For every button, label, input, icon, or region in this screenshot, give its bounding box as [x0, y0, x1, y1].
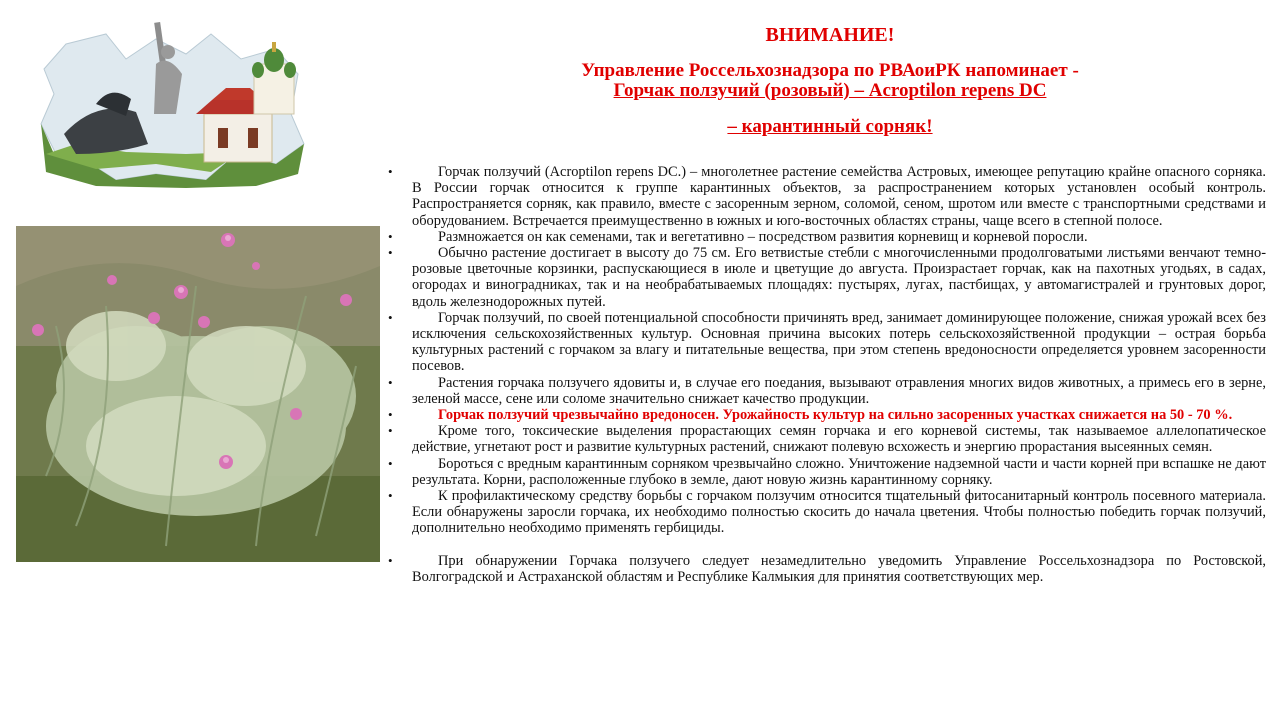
list-item-text: При обнаружении Горчака ползучего следует незамедлительно уведомить Управление Россельхознадзора по Ростовской, Волгоградской и Астраханской областям и Республике Калмыкия для принятия соответствующих мер.: [412, 552, 1266, 585]
list-item: [384, 229, 1266, 245]
list-item: [384, 423, 1266, 455]
list-item: [384, 310, 1266, 375]
quarantine-weed-line: – карантинный сорняк!: [727, 116, 933, 137]
list-item-text: Горчак ползучий чрезвычайно вредоносен. Урожайность культур на сильно засоренных участках снижается на 50 - 70 %.: [438, 407, 1233, 424]
list-item: [384, 553, 1266, 585]
list-item: [384, 245, 1266, 310]
species-name-line: Горчак ползучий (розовый) – Acroptilon repens DC: [613, 80, 1047, 101]
list-item: [384, 375, 1266, 407]
list-item-text: Размножается он как семенами, так и вегетативно – посредством развития корневищ и корневой поросли.: [438, 228, 1088, 245]
spacer: [384, 537, 1266, 553]
list-item-text: К профилактическому средству борьбы с горчаком ползучим относится тщательный фитосанитарный контроль посевного материала. Если обнаружены заросли горчака, их необходимо полностью скосить до начала цветения. Чтобы полностью победить горчак ползучий, дополнительно необходимо применять гербициды.: [412, 488, 1266, 537]
bullet-icon: •: [388, 407, 393, 423]
bullet-icon: •: [388, 309, 393, 325]
bullet-icon: •: [388, 228, 393, 244]
list-item-text: Обычно растение достигает в высоту до 75 см. Его ветвистые стебли с многочисленными продолговатыми листьями венчают темно-розовые цветочные корзинки, распускающиеся в июле и цветущие до августа. Произрастает горчак, как на пахотных угодьях, в садах, огородах и виноградниках, так и на необрабатываемых площадях: пустырях, лугах, пастбищах, у автомагистралей и грунтовых дорог, вдоль железнодорожных путей.: [412, 245, 1266, 310]
bullet-icon: •: [388, 488, 393, 504]
bullet-icon: •: [388, 552, 393, 568]
agency-reminder-line: Управление Россельхознадзора по РВАоиРК напоминает -: [581, 60, 1079, 81]
bullet-icon: •: [388, 164, 393, 179]
list-item-text: Бороться с вредным карантинным сорняком чрезвычайно сложно. Уничтожение надземной части и части корней при вспашке не дают результата. Корни, расположенные глубоко в земле, дают новую жизнь карантинному сорняку.: [412, 455, 1266, 488]
list-item: [384, 488, 1266, 537]
attention-title: ВНИМАНИЕ!: [765, 24, 895, 46]
list-item-text: Горчак ползучий (Acroptilon repens DC.) – многолетнее растение семейства Астровых, имеющее репутацию крайне опасного сорняка. В России горчак относится к группе карантинных объектов, за распространением которых установлен особый контроль. Распространяется сорняк, как правило, вместе с засоренным зерном, соломой, сеном, шротом или вместе с транспортными средствами и оборудованием. Встречается преимущественно в южных и юго-восточных областях страны, чаще всего в степной полосе.: [412, 164, 1266, 229]
bullet-icon: •: [388, 374, 393, 390]
regional-emblem-collage: [36, 4, 308, 188]
list-item-warning: [384, 407, 1266, 423]
bullet-icon: •: [388, 423, 393, 439]
bullet-icon: •: [388, 245, 393, 261]
info-list: [384, 164, 1266, 585]
list-item-text: Растения горчака ползучего ядовиты и, в случае его поедания, вызывают отравления многих видов животных, а примесь его в зерне, зеленой массе, сене или соломе значительно снижает качество продукции.: [412, 374, 1266, 407]
plant-photo: [16, 226, 380, 562]
list-item-text: Кроме того, токсические выделения прорастающих семян горчака и его корневой системы, так называемое аллелопатическое действие, угнетают рост и развитие культурных растений, снижают полевую всхожесть и энергию прорастания высеянных семян.: [412, 423, 1266, 456]
list-item: [384, 164, 1266, 229]
list-item: [384, 456, 1266, 488]
bullet-icon: •: [388, 455, 393, 471]
list-item-text: Горчак ползучий, по своей потенциальной способности причинять вред, занимает доминирующее положение, снижая урожай всех без исключения сельскохозяйственных культур. Основная причина высоких потерь сельскохозяйственной продукции – острая борьба культурных растений с горчаком за влагу и питательные вещества, при этом степень вредоносности определяется уровнем засоренности посевов.: [412, 309, 1266, 375]
